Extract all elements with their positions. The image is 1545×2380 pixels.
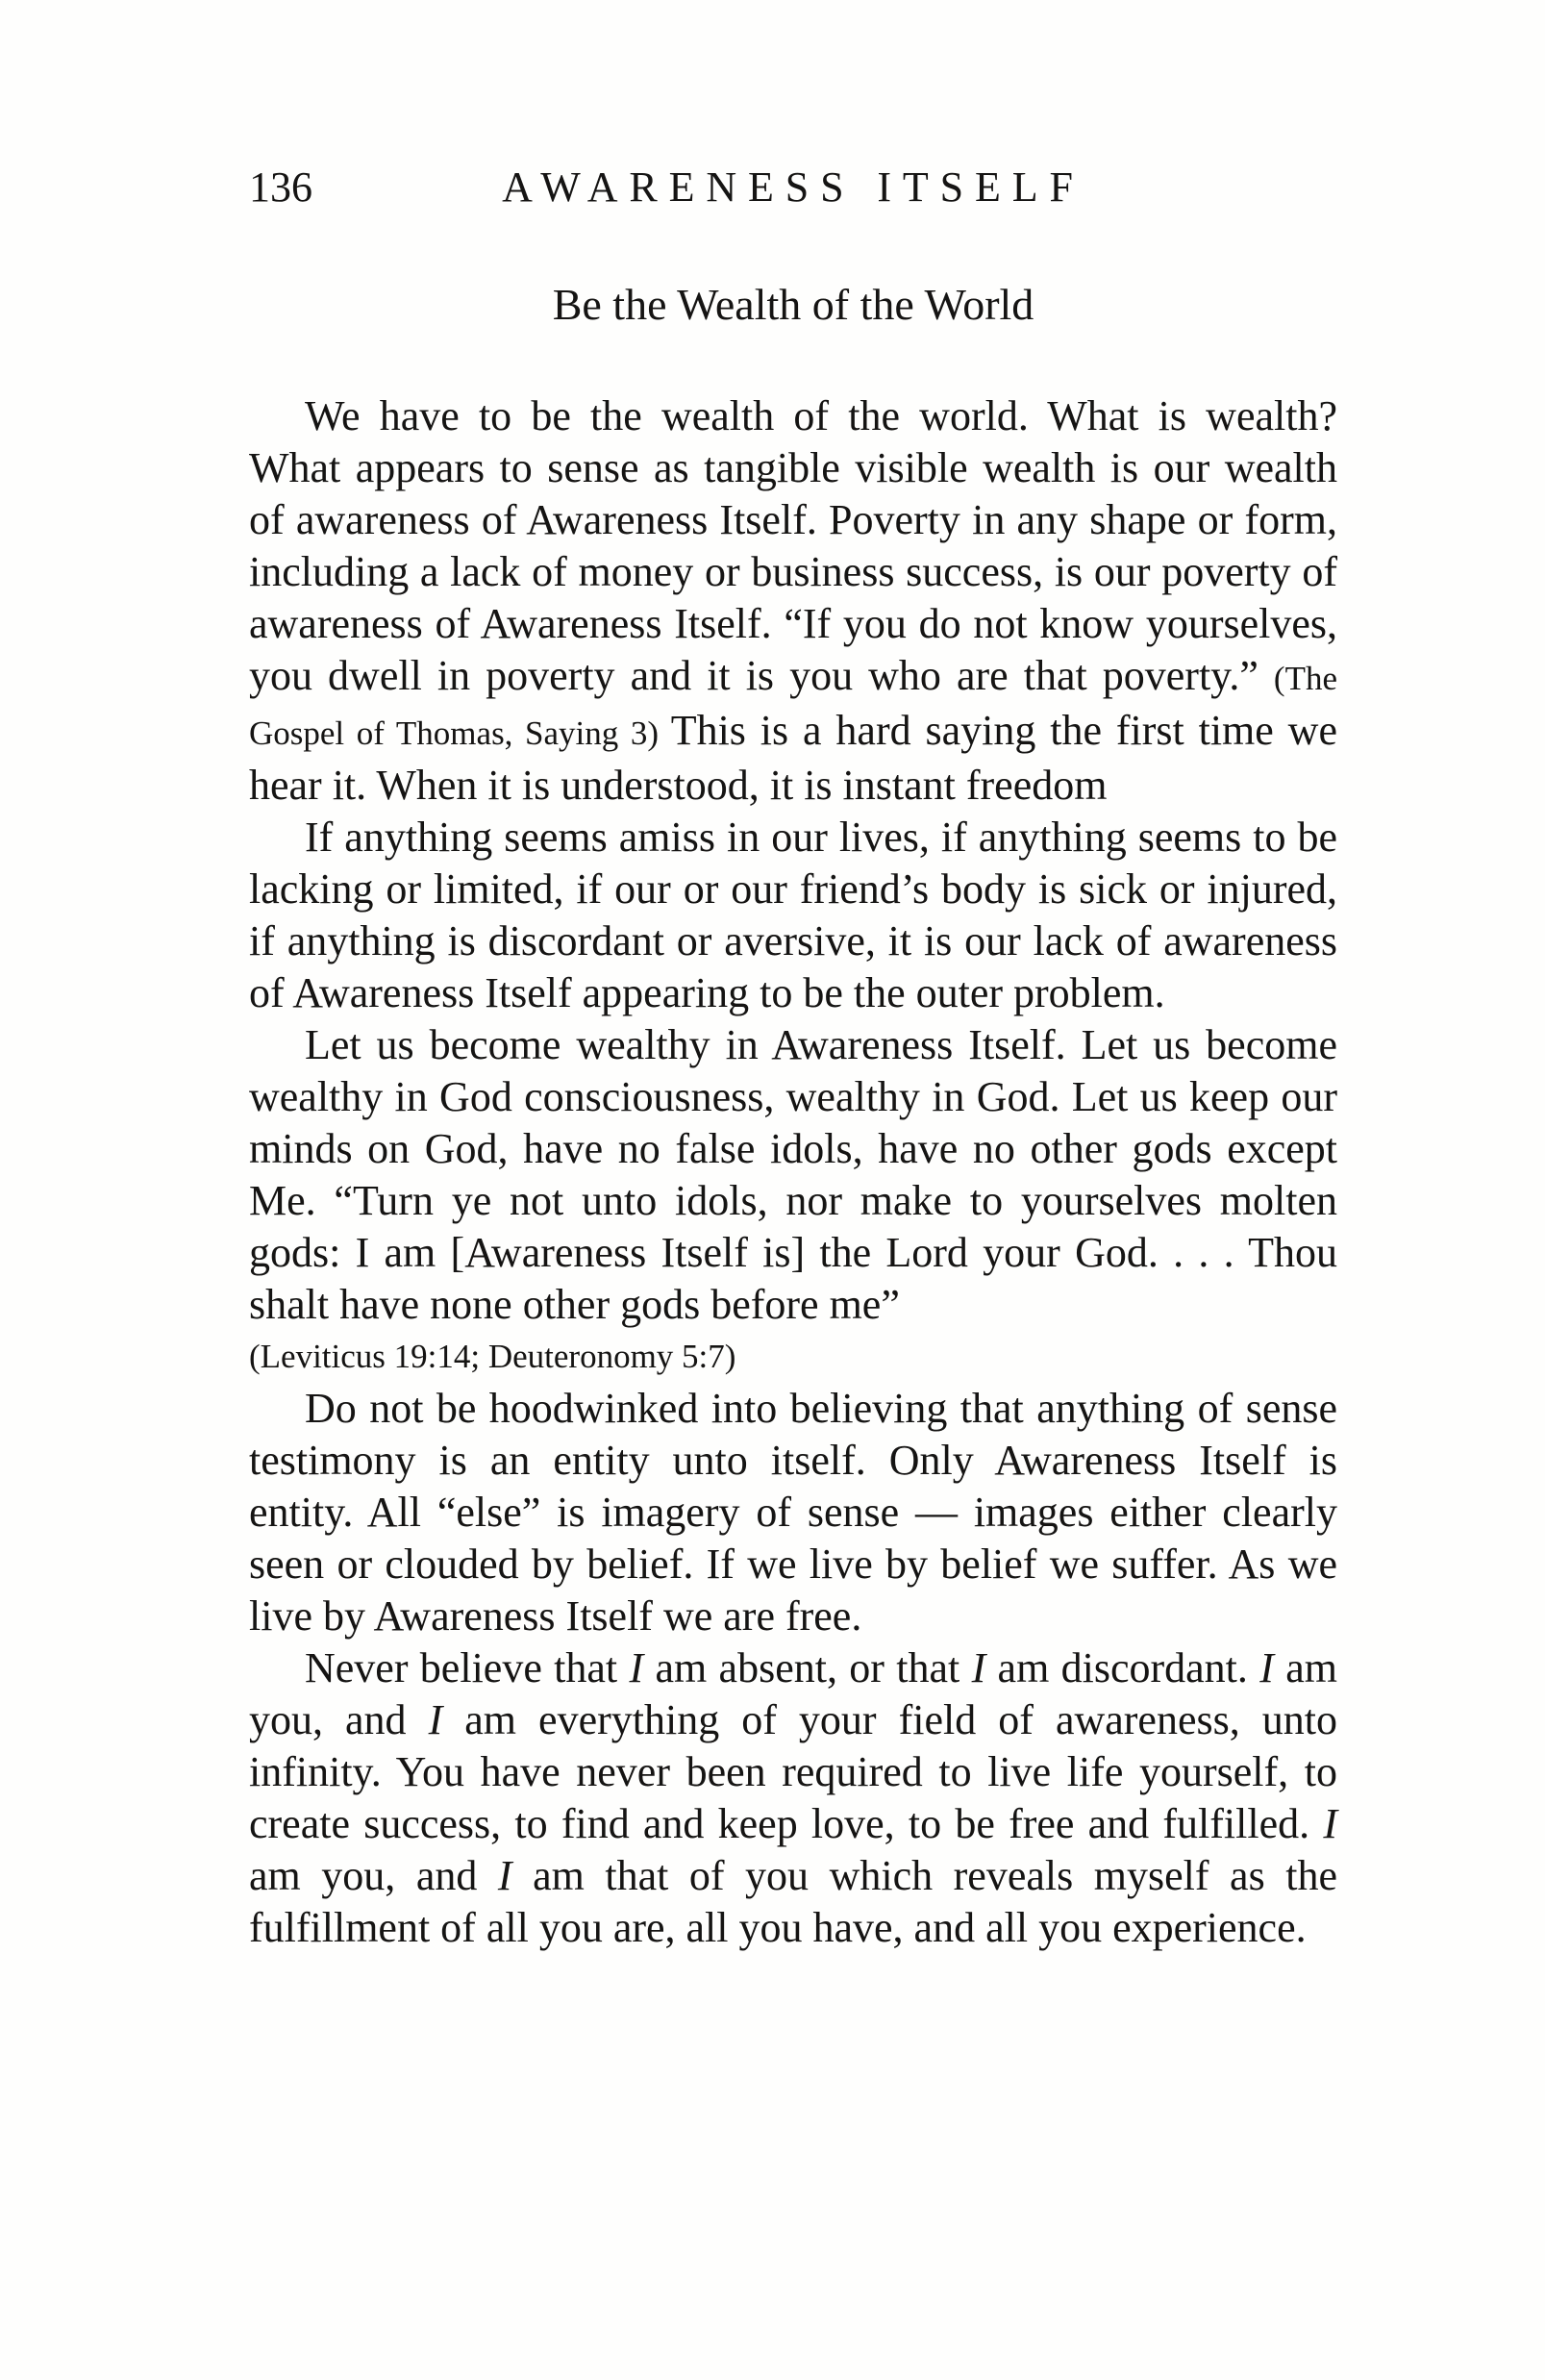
paragraph (249, 1642, 1337, 1954)
emphasized-text: I (428, 1696, 443, 1743)
scripture-citation (249, 1331, 1337, 1383)
body-run: am discordant. (985, 1644, 1260, 1691)
paragraph (249, 1383, 1337, 1642)
running-header-title: AWARENESS ITSELF (502, 163, 1084, 211)
inline-citation: (The Gospel of Thomas, Saying 3) (249, 660, 1337, 752)
body-text (249, 390, 1337, 1954)
body-run: am everything of your field of awareness, unto infinity. You have never been required to live life yourself, to create success, to find and keep love, to be free and fulfilled. (249, 1696, 1337, 1847)
body-run: am you, and (249, 1852, 498, 1899)
inline-citation: (Leviticus 19:14; Deuteronomy 5:7) (249, 1338, 736, 1375)
body-run: am you, and (249, 1644, 1337, 1743)
page-header (249, 162, 1337, 213)
emphasized-text: I (497, 1852, 512, 1899)
section-title: Be the Wealth of the World (552, 280, 1034, 329)
emphasized-text: I (1259, 1644, 1274, 1691)
body-run: Never believe that (305, 1644, 630, 1691)
page-content (249, 162, 1337, 1954)
body-run: This is a hard saying the first time we hear it. When it is understood, it is instant freedom (249, 707, 1337, 809)
paragraph (249, 1019, 1337, 1331)
emphasized-text: I (1323, 1800, 1337, 1847)
body-run: We have to be the wealth of the world. What is wealth? What appears to sense as tangible visible wealth is our wealth of awareness of Awareness Itself. Poverty in any shape or form, including a lack of money or business success, is our poverty of awareness of Awareness Itself. “If you do not know yourselves, you dwell in poverty and it is you who are that poverty.” (249, 392, 1337, 699)
body-run: am that of you which reveals myself as the fulfillment of all you are, all you have, and all you experience. (249, 1852, 1337, 1951)
body-run: am absent, or that (643, 1644, 972, 1691)
emphasized-text: I (971, 1644, 986, 1691)
page-number: 136 (249, 163, 312, 211)
body-run: Do not be hoodwinked into believing that anything of sense testimony is an entity unto itself. Only Awareness Itself is entity. All “else” is imagery of sense — images either clearly seen or clouded by belief. If we live by belief we suffer. As we live by Awareness Itself we are free. (249, 1385, 1337, 1640)
emphasized-text: I (629, 1644, 644, 1691)
paragraph (249, 390, 1337, 812)
body-run: If anything seems amiss in our lives, if anything seems to be lacking or limited, if our or our friend’s body is sick or injured, if anything is discordant or aversive, it is our lack of awareness of Awareness Itself appearing to be the outer problem. (249, 814, 1337, 1016)
body-run: Let us become wealthy in Awareness Itself. Let us become wealthy in God consciousness, wealthy in God. Let us keep our minds on God, have no false idols, have no other gods except Me. “Turn ye not unto idols, nor make to yourselves molten gods: I am [Awareness Itself is] the Lord your God. . . . Thou shalt have none other gods before me” (249, 1021, 1337, 1328)
paragraph (249, 812, 1337, 1019)
